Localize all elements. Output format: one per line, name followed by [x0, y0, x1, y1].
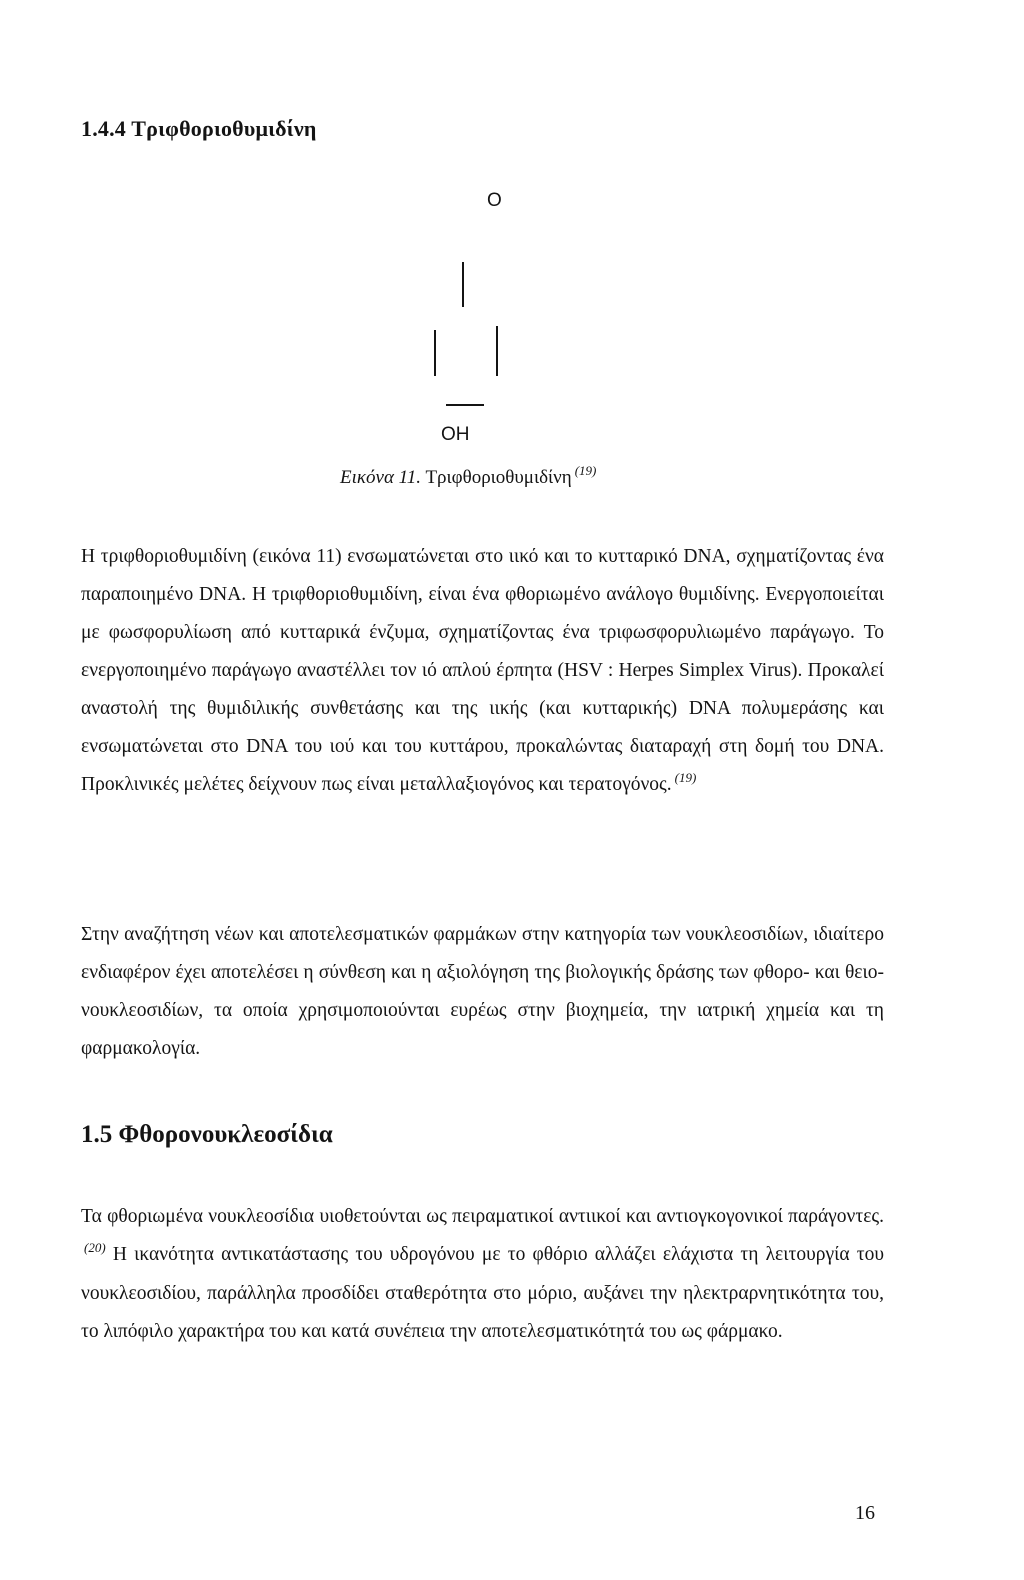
- bond-line: [434, 330, 436, 376]
- page-number: 16: [855, 1502, 875, 1524]
- paragraph-3: [81, 1198, 884, 1351]
- paragraph-1-reference: (19): [674, 770, 697, 785]
- figure-label: Εικόνα 11.: [340, 467, 422, 488]
- paragraph-2: Στην αναζήτηση νέων και αποτελεσματικών φαρμάκων στην κατηγορία των νουκλεοσιδίων, ιδιαίτερο ενδιαφέρον έχει αποτελέσει η σύνθεση και η αξιολόγηση της βιολογικής δράσης των φθορο- και θειο- νουκλεοσιδίων, τα οποία χρησιμοποιούνται ευρέως στην βιοχημεία, την ιατρική χημεία και τη φαρμακολογία.: [81, 924, 884, 1059]
- section-heading-1-5: 1.5 Φθορονουκλεοσίδια: [81, 1121, 333, 1148]
- paragraph-1-text: Η τριφθοριοθυμιδίνη (εικόνα 11) ενσωματώνεται στο ιικό και το κυτταρικό DNA, σχηματίζοντας ένα παραποιημένο DNA. Η τριφθοριοθυμιδίνη, είναι ένα φθοριωμένο ανάλογο θυμιδίνης. Ενεργοποιείται με φωσφορυλίωση από κυτταρικά ένζυμα, σχηματίζοντας ένα τριφωσφορυλιωμένο παράγωγο. Το ενεργοποιημένο παράγωγο αναστέλλει τον ιό απλού έρπητα (HSV : Herpes Simplex Virus). Προκαλεί αναστολή της θυμιδιλικής συνθετάσης και της ιικής (και κυτταρικής) DNA πολυμεράσης και ενσωματώνεται στο DNA του ιού και του κυττάρου, προκαλώντας διαταραχή στη δομή του DNA. Προκλινικές μελέτες δείχνουν πως είναι μεταλλαξιογόνος και τερατογόνος.: [81, 546, 884, 795]
- paragraph-3-reference: (20): [84, 1240, 106, 1255]
- section-heading-1-4-4: 1.4.4 Τριφθοριοθυμιδίνη: [81, 116, 317, 141]
- structure-atom-o: O: [487, 190, 502, 211]
- paragraph-3-text-b: Η ικανότητα αντικατάστασης του υδρογόνου με το φθόριο αλλάζει ελάχιστα τη λειτουργία του νουκλεοσιδίου, παράλληλα προσδίδει σταθερότητα στο μόριο, αυξάνει την ηλεκτραρνητικότητα του, το λιπόφιλο χαρακτήρα του και κατά συνέπεια την αποτελεσματικότητά του ως φάρμακο.: [81, 1244, 884, 1342]
- bond-line: [446, 404, 484, 406]
- bond-line: [462, 262, 464, 307]
- paragraph-1: [81, 538, 884, 805]
- figure-title: Τριφθοριοθυμιδίνη: [425, 467, 572, 488]
- structure-group-oh: OH: [441, 424, 470, 445]
- figure-caption: [340, 463, 597, 489]
- bond-line: [496, 326, 498, 376]
- paragraph-3-text-a: Τα φθοριωμένα νουκλεοσίδια υιοθετούνται ως πειραματικοί αντιικοί και αντιογκογονικοί παράγοντες.: [81, 1206, 884, 1227]
- figure-reference: (19): [574, 463, 597, 478]
